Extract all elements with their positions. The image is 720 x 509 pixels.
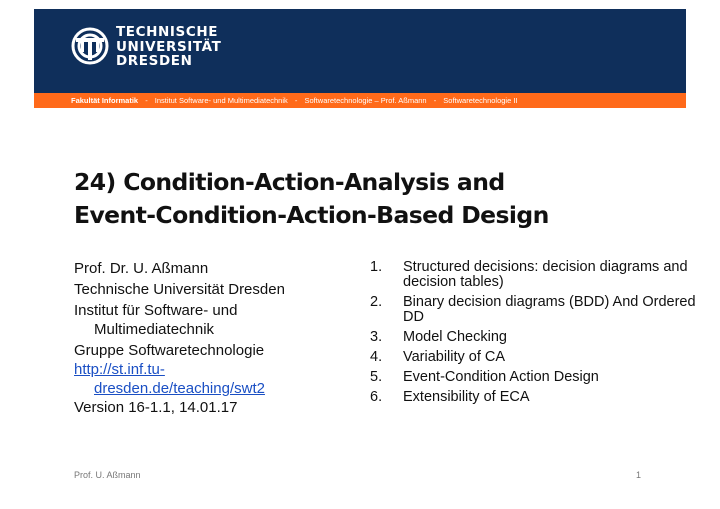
list-item [370, 260, 700, 290]
author-info [74, 259, 354, 417]
list-item-text: Variability of CA [403, 349, 506, 365]
list-item-number: 6. [370, 389, 383, 405]
university-name-line-1: TECHNISCHE [116, 24, 219, 40]
list-item-number: 1. [370, 259, 383, 275]
course-link-line-2[interactable]: dresden.de/teaching/swt2 [94, 380, 265, 397]
author-name: Prof. Dr. U. Aßmann [74, 260, 209, 277]
breadcrumb-separator: - [433, 96, 437, 105]
list-item [370, 295, 700, 325]
breadcrumb-separator: - [294, 96, 298, 105]
breadcrumb-item-course: Softwaretechnologie II [443, 96, 518, 105]
outline-list [370, 260, 700, 410]
list-item-text: Extensibility of ECA [403, 389, 530, 405]
slide-title-line-2: Event-Condition-Action-Based Design [74, 201, 549, 229]
list-item-number: 2. [370, 294, 383, 310]
university-name-line-2: UNIVERSITÄT [116, 38, 222, 55]
course-link-line-1[interactable]: http://st.inf.tu- [74, 361, 165, 378]
header-banner [34, 9, 686, 93]
list-item-text: Model Checking [403, 329, 507, 345]
list-item-number: 5. [370, 369, 383, 385]
university-name-line-3: DRESDEN [116, 53, 193, 69]
list-item [370, 390, 700, 405]
tu-dresden-logo-icon [70, 26, 110, 66]
list-item-number: 4. [370, 349, 383, 365]
list-item-number: 3. [370, 329, 383, 345]
list-item-text: Binary decision diagrams (BDD) And Ordered DD [403, 294, 696, 325]
breadcrumb-separator: - [145, 96, 148, 105]
course-link[interactable] [74, 360, 354, 398]
university-name [116, 25, 221, 69]
slide-title-line-1: 24) Condition-Action-Analysis and [74, 168, 505, 196]
footer-author: Prof. U. Aßmann [74, 470, 141, 480]
breadcrumb-item-chair: Softwaretechnologie – Prof. Aßmann [304, 96, 427, 105]
author-university: Technische Universität Dresden [74, 281, 285, 298]
author-institute-line-1: Institut für Software- und [74, 302, 238, 319]
slide-title [74, 166, 694, 232]
list-item [370, 330, 700, 345]
breadcrumb-faculty: Fakultät Informatik [71, 96, 139, 105]
author-institute-line-2: Multimediatechnik [94, 321, 215, 338]
breadcrumb-item-institute: Institut Software- und Multimediatechnik [154, 96, 288, 105]
version-info: Version 16-1.1, 14.01.17 [74, 399, 238, 416]
author-group: Gruppe Softwaretechnologie [74, 342, 265, 359]
list-item-text: Event-Condition Action Design [403, 369, 599, 385]
list-item [370, 370, 700, 385]
breadcrumb [34, 93, 686, 108]
list-item-text: Structured decisions: decision diagrams and decision tables) [403, 259, 688, 290]
list-item [370, 350, 700, 365]
page-number: 1 [636, 470, 642, 480]
